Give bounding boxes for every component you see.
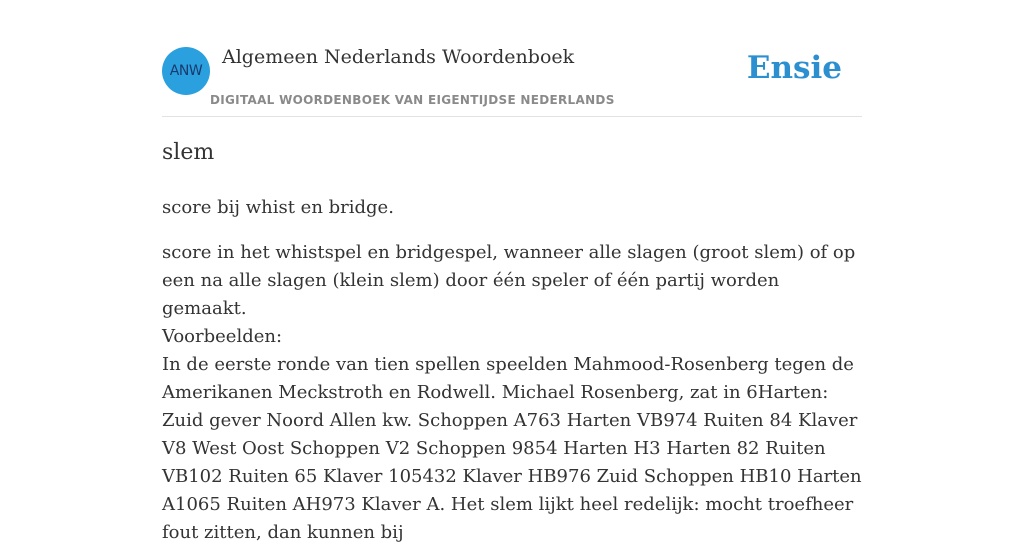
site-header — [162, 0, 862, 117]
example-text: In de eerste ronde van tien spellen speelden Mahmood-Rosenberg tegen de Amerikanen Meckstroth en Rodwell. Michael Rosenberg, zat in 6Harten: Zuid gever Noord Allen kw. Schoppen A763 Harten VB974 Ruiten 84 Klaver V8 West Oost Schoppen V2 Schoppen 9854 Harten H3 Harten 82 Ruiten VB102 Ruiten 65 Klaver 105432 Klaver HB976 Zuid Schoppen HB10 Harten A1065 Ruiten AH973 Klaver A. Het slem lijkt heel redelijk: mocht troefheer fout zitten, dan kunnen bij — [162, 354, 862, 543]
site-subtitle: DIGITAAL WOORDENBOEK VAN EIGENTIJDSE NEDERLANDS — [210, 93, 615, 107]
short-definition: score bij whist en bridge. — [162, 197, 394, 218]
ensie-brand-link[interactable]: Ensie — [746, 50, 842, 86]
logo-text: ANW — [169, 63, 203, 79]
examples-label: Voorbeelden: — [162, 326, 283, 347]
long-definition: score in het whistspel en bridgespel, wanneer alle slagen (groot slem) of op een na alle slagen (klein slem) door één speler of één partij worden gemaakt. — [162, 242, 856, 319]
anw-logo[interactable] — [162, 47, 210, 95]
site-title[interactable]: Algemeen Nederlands Woordenboek — [222, 46, 575, 68]
headword: slem — [162, 140, 215, 165]
